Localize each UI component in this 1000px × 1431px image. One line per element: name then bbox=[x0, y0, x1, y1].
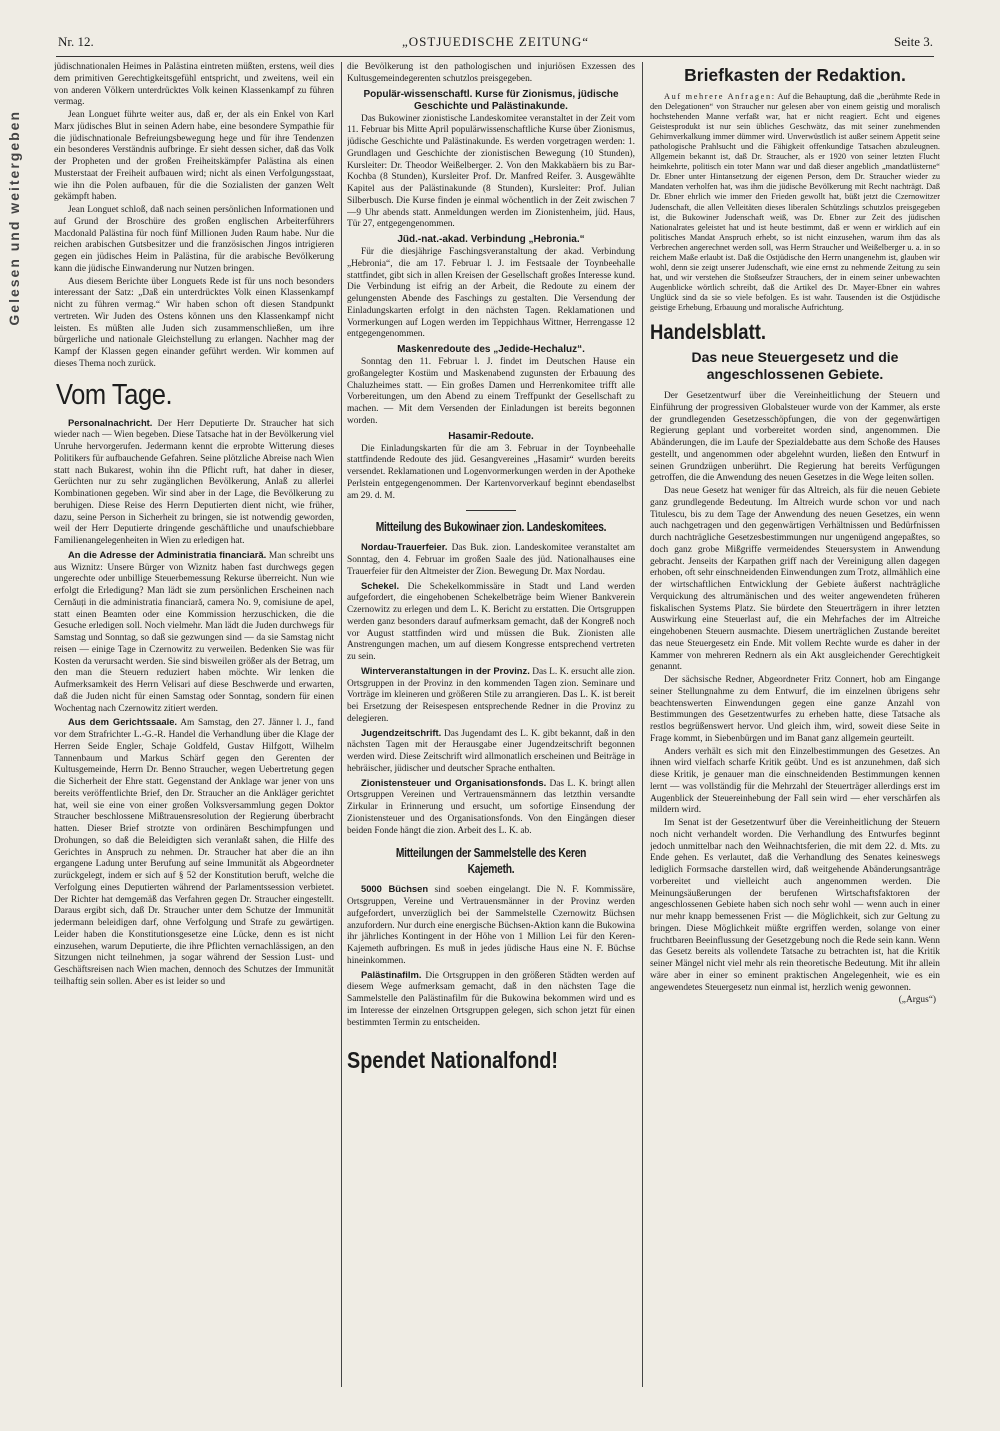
notice-text: Die Ortsgruppen in den größeren Städten werden auf diesem Wege aufmerksam gemacht, daß in den nächsten Tage die Sammelstelle den Palästinafilm für die Bukowina bekommen wird und es im Interesse der einzelnen Ortsgruppen gelegen, sich schon jetzt für einen bestimmten Termin zu entscheiden. bbox=[347, 970, 635, 1028]
steuergesetz-heading: Das neue Steuergesetz und die angeschlossenen Gebiete. bbox=[691, 349, 899, 383]
page-number: Seite 3. bbox=[894, 34, 933, 49]
news-item-title: Aus dem Gerichtssaale. bbox=[68, 716, 178, 728]
news-item-text: Der Herr Deputierte Dr. Straucher hat sich wieder nach — Wien begeben. Diese Tatsache hat in der Bevölkerung viel Unruhe hervorgerufen. Jedermann kennt die erprobte Witterung dieses Politikers für aufbauchende Gefahren. Seine plötzliche Abreise nach Wien statt nach Bukarest, wohin ihn die Pflicht ruft, hat daher in dieser, Gerüchten nur zu sehr zugänglichen Bevölkerung, Anlaß zu allerlei Kombinationen gegeben. Wir sind aber in der Lage, die Bevölkerung zu beruhigen. Diese Reise des Herrn Deputierten dient nicht, wie früher, dazu, seine Person in Sicherheit zu bringen, sie ist notwendig geworden, weil der Herr Deputierte dringende geschäftliche und unaufschiebbare Familienangelegenheiten in Wien zu erledigen hat. bbox=[54, 418, 334, 546]
newspaper-title: „OSTJUEDISCHE ZEITUNG“ bbox=[401, 34, 589, 49]
item-heading: Maskenredoute des „Jedide-Hechaluz“. bbox=[397, 344, 585, 355]
briefkasten-body: Auf die Behauptung, daß die „berühmte Rede in den Delegationen“ von Straucher nur gelesen aber von einem geistig und moralisch hochstehenden Manne verfaßt war, hat er nicht reagiert. Echt und eigenes Geistesprodukt ist nur sein übliches Geschwätz, das mit seiner zunehmenden Gehirnverkalkung immer dümmer wird. Unverwüstlich ist außer seinem Appetit seine pathologische Prahlsucht und die Fähigkeit offenkundige Tatsachen abzuleugnen. Allgemein bekannt ist, daß Dr. Straucher, als er 1920 von seiner letzten Flucht heimkehrte, politisch ein toter Mann war und daß dieser angeblich „mandatlüsterne“ Dr. Ebner unter Hintansetzung der eigenen Person, dem Dr. Straucher wieder zu Mandaten verholfen hat, was ihm die jüdische Bevölkerung mit Recht nachträgt. Daß Dr. Ebner ehrlich wie immer den Frieden gewollt hat, büßt jetzt die Czernowitzer Judenschaft, die allen Velleitäten dieses liberalen Schützlings schutzlos preisgegeben ist, die Bukowiner Judenschaft weiß, was Dr. Ebner zur Zeit des jüdischen Nationalrates geleistet hat und ist heute bestimmt, daß er wenn er wirklich auf ein politisches Mandat Anspruch erhebt, so ist nicht einzusehen, warum ihm das als Verbrechen angerechnet werden soll, was Herrn Straucher und Weißelberger u. a. in so reichem Maße erlaubt ist. Daß die Ostjüdische den Herrn unangenehm ist, glauben wir wohl, denn sie zeigt unserer Judenschaft, wie eine ernst zu nehmende Zeitung zu sein hat, und wir verstehen die Stoßseufzer Strauchers, der in einem seiner unbewachten Augenblicke wörtlich schreibt, daß die Artikel des Dr. Mayer-Ebner ein wahres Unglück sind da sie so viele befolgen. Es ist wahr. Tausenden ist die Ostjüdische geistige Erhebung, Erbauung und moralische Aufrichtung. bbox=[650, 92, 940, 312]
notice-title: Winterveranstaltungen in der Provinz. bbox=[361, 664, 530, 676]
column-1 bbox=[54, 62, 334, 1398]
item-text: Die Einladungskarten für die am 3. Februar in der Toynbeehalle stattfindende Redoute des jüd. Gesangvereines „Hasamir“ wurden bereits versendet. Reklamationen und Logenvormerkungen werden in der Apotheke Perlstein entgegengenommen. Der Kartenvorverkauf beginnt ebendaselbst am 29. d. M. bbox=[347, 443, 635, 501]
notice-item bbox=[347, 665, 635, 726]
item-heading: Jüd.-nat.-akad. Verbindung „Hebronia.“ bbox=[397, 234, 585, 245]
keren-kajemeth-heading: Mitteilungen der Sammelstelle des Keren Kajemeth. bbox=[395, 846, 587, 877]
vom-tage-heading: Vom Tage. bbox=[56, 378, 173, 411]
notice-title: Zionistensteuer und Organisationsfonds. bbox=[361, 776, 547, 788]
notice-title: Palästinafilm. bbox=[361, 968, 422, 980]
handelsblatt-heading: Handelsblatt. bbox=[650, 321, 767, 345]
article-paragraph: Im Senat ist der Gesetzentwurf über die Vereinheitlichung der Steuern noch nicht verhandelt worden. Die Verhandlung des Entwurfes beginnt jedoch unmittelbar nach den Weihnachtsferien, die mit dem 22. d. Mts. zu Ende gehen. Es verlautet, daß die Verhandlung des Senates keineswegs lediglich Formsache darstellen wird, daß weitgehende Abänderungsanträge vorbereitet und vielleicht auch angenommen werden. Die Meinungsäußerungen der berufenen Wirtschaftsfaktoren der angeschlossenen Gebiete haben sich noch sehr wohl — wenn auch in einer nur mehr knapp bemessenen Frist — die Möglichkeit, sich zur Geltung zu bringen. Diese Möglichkeit müßte ergriffen werden, solange von einer fruchtbaren Beeinflussung der Gesetzgebung noch die Rede sein kann. Wenn das Gesetz bereits als vollendete Tatsache zu betrachten ist, hat die Kritik seiner Mängel nicht viel mehr als rein theoretische Bedeutung. Mit ihr allein wäre aber in einer so eminent praktischen Angelegenheit, wie es ein angewendetes Steuergesetz nun einmal ist, herzlich wenig gewonnen. bbox=[650, 818, 940, 993]
col1-intro-4: Aus diesem Berichte über Longuets Rede ist für uns noch besonders interessant der Satz: „Daß ein unterdrücktes Volk einen Klassenkampf nicht zu führen vermag.“ Wir haben schon oft diesen Standpunkt vertreten. Wir Juden des Ostens können uns den Klassenkampf nicht leisten. Es müßten alle Juden sich zusammenschließen, um ihre bürgerliche und nationale Gleichstellung zu erlangen. Nachher mag der Kampf der Klassen gegen einander geführt werden. Wir kommen auf dieses Thema noch zurück. bbox=[54, 276, 334, 369]
notice-text: Die Schekelkommissäre in Stadt und Land werden aufgefordert, die eingehobenen Schekelbeträge beim Wiener Bankverein Czernowitz zu erlegen und dem L. K. Bericht zu erstatten. Die Ortsgruppen werden ganz besonders darauf aufmerksam gemacht, daß der Kongreß noch vor August stattfinden wird und müssen die Buk. Zionisten alle Anstrengungen machen, um auf diesem Kongresse entsprechend vertreten zu sein. bbox=[347, 581, 635, 662]
article-paragraph: Der sächsische Redner, Abgeordneter Fritz Connert, hob am Eingange seiner Stellungnahme zu dem Entwurf, die im einzelnen übrigens sehr beachtenswerten Einwendungen gegen eine ganze Anzahl von Bestimmungen des Gesetzentwurfes zu erheben hatte, diese Tatsache als restlos begrüßenswert hervor. Und gleich ihm, wird, soweit diese Seite in Frage kommt, in Siebenbürgen und im Banat ganz allgemein geurteilt. bbox=[650, 675, 940, 744]
col1-intro-1: jüdischnationalen Heimes in Palästina eintreten müßten, erstens, weil dies dem primitiven Gerechtigkeitsgefühl entspricht, und zweitens, weil ein von anderen Völkern unterdrücktes Volk keinen Klassenkampf zu führen vermag. bbox=[54, 62, 334, 108]
notice-item bbox=[347, 727, 635, 776]
margin-text: Gelesen und weitergeben bbox=[6, 110, 22, 326]
notice-item bbox=[347, 777, 635, 838]
item-text: Sonntag den 11. Februar l. J. findet im Deutschen Hause ein großangelegter Kostüm und Maskenabend zugunsten der Erbauung des Chaluzheimes statt. — Ein großes Damen und Herrenkomitee trifft alle Vorbereitungen, um den Abend zu einem Treffpunkt der Gesellschaft zu machen. — Mit dem Versenden der Einladungen ist bereits begonnen worden. bbox=[347, 357, 635, 426]
news-item bbox=[54, 549, 334, 716]
notice-item bbox=[347, 541, 635, 578]
column-2 bbox=[347, 62, 635, 1398]
issue-number: Nr. 12. bbox=[58, 34, 94, 49]
spendet-nationalfond-banner: Spendet Nationalfond! bbox=[347, 1047, 558, 1074]
news-item-text: Man schreibt uns aus Wiznitz: Unsere Bürger von Wiznitz haben fast durchwegs gegen ungerechte oder unbillige Steuerbemessung Rekurse überreicht. Nun wie erfolgt die Erledigung? Man lädt sie zum persönlichen Erscheinen nach Cernăuți in die administratia financiară, camera No. 9, comisiune de apel, statt einen Beamten oder eine Kommission herzuschicken, die die Gesuche erledigen soll. Noch vielmehr. Man lädt die Juden durchwegs für Samstag und Sonntag, so daß sie gezwungen sind — da sie Samstag nicht reisen — einige Tage in Czernowitz zu verweilen. Bedenken Sie was für Kosten da verursacht werden. Sie sind bisweilen größer als der Betrag, um den man die Steuern reduziert haben möchte. Wir lenken die Aufmerksamkeit des Herrn Velisari auf diese Beschwerde und erwarten, daß die Juden nicht für einen Samstag oder Sonntag, sondern für einen Wochentag nach Czernowitz zitiert werden. bbox=[54, 550, 334, 714]
article-signature: („Argus“) bbox=[898, 995, 936, 1006]
header-rule bbox=[56, 56, 934, 57]
briefkasten-text bbox=[650, 92, 940, 313]
item-text: Für die diesjährige Faschingsveranstaltung der akad. Verbindung „Hebronia“, die am 17. Februar l. J. im Festsaale der Toynbeehalle stattfindet, gibt sich in allen Kreisen der Gesellschaft großes Interesse kund. Die Verbindung ist eifrig an der Arbeit, die Redoute zu einem der gelungensten Abende des Faschings zu gestalten. Die Versendung der Einladungskarten erfolgt in den nächsten Tagen. Reklamationen und Vormerkungen auf Logen werden im Teppichhaus Wittner, Herrengasse 12 entgegengenommen. bbox=[347, 247, 635, 340]
item-heading: Populär-wissenschaftl. Kurse für Zionismus, jüdische Geschichte und Palästinakunde. bbox=[363, 88, 619, 112]
briefkasten-heading: Briefkasten der Redaktion. bbox=[684, 65, 906, 85]
divider bbox=[466, 510, 516, 511]
column-3 bbox=[650, 62, 940, 1398]
article-paragraph: Der Gesetzentwurf über die Vereinheitlichung der Steuern und Einführung der progressiven Globalsteuer wurde von der Kammer, als erste der grundlegenden Gesetzesschöpfungen, die von der gegenwärtigen Regierung geplant und vorbereitet worden sind, angenommen. Die Abänderungen, die im Laufe der Spezialdebatte aus dem Schoße des Hauses gestellt, und angenommen oder abgelehnt wurden, ließen den Entwurf in seinen Grundzügen unberührt. Die Regierung hat bereits Verfügungen getroffen, die die Anwendung des neuen Gesetzes in die Wege leiten sollen. bbox=[650, 391, 940, 484]
news-item bbox=[54, 716, 334, 988]
notice-text: sind soeben eingelangt. Die N. F. Kommissäre, Ortsgruppen, Vereine und Vertrauensmänner in der Provinz werden aufgefordert, unverzüglich bei der Sammelstelle Czernowitz Büchsen anzufordern. Nur durch eine energische Büchsen-Aktion kann die Bukowina ihr jährliches Kontingent in der Höhe von 1 Million Lei für den Keren-Kajemeth aufbringen. Es muß in jedes jüdische Haus eine N. F. Büchse hineinkommen. bbox=[347, 885, 635, 966]
col2-intro: die Bevölkerung ist den pathologischen und injuriösen Exzessen des Kultusgemeindegerenten schutzlos preisgegeben. bbox=[347, 62, 635, 84]
page-header bbox=[58, 34, 933, 54]
notice-item bbox=[347, 883, 635, 967]
item-text: Das Bukowiner zionistische Landeskomitee veranstaltet in der Zeit vom 11. Februar bis Mitte April populärwissenschaftliche Kurse über Zionismus, jüdische Geschichte und Palästinakunde. Es werden vorgetragen werden: 1. Grundlagen und Geschichte der zionistischen Bewegung (10 Stunden), Kursleiter: Dr. Theodor Weißelberger. 2. Von den Makkabäern bis zu Bar-Kochba (8 Stunden), Kursleiter Prof. Dr. Manfred Reifer. 3. Ausgewählte Kapitel aus der Palästinakunde (8 Stunden), Kursleiter: Prof. Julian Silberbusch. Die Kurse finden je einmal wöchentlich in der Zeit zwischen 7—9 Uhr abends statt. Anmeldungen werden im Zionistenheim, jüd. Haus, Tür 27, entgegengenommen. bbox=[347, 113, 635, 230]
article-paragraph: Anders verhält es sich mit den Einzelbestimmungen des Gesetzes. An ihnen wird vielfach scharfe Kritik geübt. Und es ist anzunehmen, daß sich diese Kritik, je genauer man die einschneidenden Bestimmungen kennen lernt — was vollständig für die Mehrzahl der Steuerträger allerdings erst im Augenblick der Steuereinhebung der Fall sein wird — eher verschärfen als mildern wird. bbox=[650, 746, 940, 816]
margin-strip bbox=[0, 110, 28, 400]
notice-text: Das Buk. zion. Landeskomitee veranstaltet am Sonntag, den 4. Februar im großen Saale des jüd. Nationalhauses eine Trauerfeier für den Altmeister der Zion. Bewegung Dr. Max Nordau. bbox=[347, 543, 635, 577]
notice-title: Nordau-Trauerfeier. bbox=[361, 541, 448, 553]
news-item-text: Am Samstag, den 27. Jänner l. J., fand vor dem Strafrichter L.-G.-R. Handel die Verhandlung über die Klage der Herren Seide Engler, Schaje Goldfeld, Gustav Hilfgott, Wilhelm Tannenbaum und Markus Schärf gegen den Gerenten der Kultusgemeinde, Herrn Dr. Benno Straucher, wegen Uebertretung gegen die Sicherheit der Ehre statt. Gegenstand der Anklage war jener von uns bereits veröffentlichte Brief, den Dr. Straucher an die Ankläger gerichtet hat, weil sie eine von einer großen Volksversammlung gegen Doktor Straucher beschlossene Mißtrauensresolution der Regierung überbracht hatten. Dieser Brief strotzte von ordinären Beschimpfungen und Drohungen, so daß die Beleidigten sich veranlaßt sahen, die Hilfe des Gerichtes in Anspruch zu nehmen. Dr. Straucher hat aber die an ihn ergangene Ladung unter Berufung auf seine Immunität als Abgeordneter zurückgelegt, indem er sich auf § 52 der Konstitution beruft, welche die Verfolgung eines Deputierten während der Parlamentssession verbietet. Der Richter hat demgemäß das Verfahren gegen Dr. Straucher eingestellt. Daraus ergibt sich, daß Dr. Straucher unter dem Schutze der Immunität jedermann beleidigen darf, ohne Verfolgung und Strafe zu gewärtigen. Leider haben die Konstitutionsgesetze eine Lücke, denn es ist nicht einzusehen, warum Deputierte, die ihre Pflichten vernachlässigen, an den Sitzungen nicht teilnehmen, ja sogar während der Session Lust- und Geschäftsreisen nach Wien machen, dennoch des Schutzes der Immunität teilhaftig sein sollen. Aber es ist leider so und bbox=[54, 718, 334, 987]
news-item-title: An die Adresse der Administratia financiară. bbox=[68, 548, 267, 560]
notice-text: Das L. K. ersucht alle zion. Ortsgruppen in der Provinz in den kommenden Tagen zion. Seminare und Vorträge im kleineren und größeren Stile zu arrangieren. Das L. K. ist bereit bei Ersetzung der Reisespesen entsprechende Redner in die Provinz zu delegieren. bbox=[347, 666, 635, 724]
notice-title: 5000 Büchsen bbox=[361, 883, 429, 895]
item-heading: Hasamir-Redoute. bbox=[448, 430, 534, 442]
notice-title: Jugendzeitschrift. bbox=[361, 726, 442, 738]
col1-intro-2: Jean Longuet führte weiter aus, daß er, der als ein Enkel von Karl Marx jüdisches Blut in seinen Adern habe, eine besondere Sympathie für die jüdischnationale Befreiungsbewegung hege und für ihre Tendenzen ein besonderes Verständnis aufbringe. Er sieht dessen sicher, daß das Volk der Propheten und der großen Freiheitskämpfer Palästina als einen Musterstaat der Freiheit aufbauen wird; nicht als einen Verfolgungsstaat, wie ihn die Polen aufbauen, für die die Sozialisten der ganzen Welt gekämpft haben. bbox=[54, 110, 334, 203]
notice-item bbox=[347, 969, 635, 1030]
article-paragraph: Das neue Gesetz hat weniger für das Altreich, als für die neuen Gebiete ganz grundlegende Bedeutung. Im Altreich wurde schon vor und nach Titulescu, bis zu dem Tage der Anwendung des neuen Gesetzes, ein wenn auch nachgetragen und den gegenwärtigen Verhältnissen und Bedürfnissen durch nachträgliche Gesetzesbestimmungen nur ungenügend angepaßtes, so doch ganz grobe Mißgriffe vermeidendes Steuersystem in Anwendung gebracht. Jenseits der Karpathen griff nach der Vereinigung allen dagegen erhoben, oft sehr einschneidenden Einwendungen zum Trotz, allmählich eine der wirtschaftlichen Entwicklung der Gebiete äußerst nachträgliche Verquickung des altrumänischen und des weiter angewendeten früheren fiskalischen Systems Platz. Sie bürdete den Steuerträgern in ihrer letzten Auswirkung eine Steuerlast auf, die ein Mehrfaches der im Altreiche eingehobenen Steuern ausmachte. Diesem unerträglichen Zustande bereitet das neue Steuergesetz ein Ende. Mit vollem Rechte wurde es daher in der Kammer von mehreren Rednern als ein Akt ausgleichender Gerechtigkeit genannt. bbox=[650, 486, 940, 673]
notice-text: Das Jugendamt des L. K. gibt bekannt, daß in den nächsten Tagen mit der Herausgabe einer Jugendzeitschrift begonnen werden wird. Diese Zeitschrift wird allmonatlich erscheinen und Beiträge in hebräischer, jüdischer und deutscher Sprache enthalten. bbox=[347, 728, 635, 774]
briefkasten-lead: Auf mehrere Anfragen: bbox=[664, 92, 776, 101]
column-rule-1 bbox=[341, 62, 342, 1387]
col1-intro-3: Jean Longuet schloß, daß nach seinen persönlichen Informationen und auf Grund der Broschüre des großen englischen Arbeiterführers Macdonald Palästina für noch fünf Millionen Juden Raum habe. Nur die reichen arabischen Gutsbesitzer und die französischen Jingos intrigieren gegen ein jüdisches Heim in Palästina, für die arabische Bevölkerung kann die jüdische Einwanderung nur Nutzen bringen. bbox=[54, 205, 334, 274]
notice-item bbox=[347, 580, 635, 664]
news-item bbox=[54, 417, 334, 548]
notice-text: Das L. K. bringt allen Ortsgruppen Vereinen und Vertrauensmännern das letzthin versandte Zirkular in Erinnerung und ersucht, um sofortige Einsendung der Zionistensteuer und des Organisationsfonds. Von den Eingängen dieser beiden Fonde hängt die zion. Arbeit des L. K. ab. bbox=[347, 778, 635, 836]
column-rule-2 bbox=[642, 62, 643, 1387]
news-item-title: Personalnachricht. bbox=[68, 416, 153, 428]
notice-title: Schekel. bbox=[361, 579, 400, 591]
landeskomitee-heading: Mitteilung des Bukowinaer zion. Landeskomitees. bbox=[375, 520, 607, 535]
